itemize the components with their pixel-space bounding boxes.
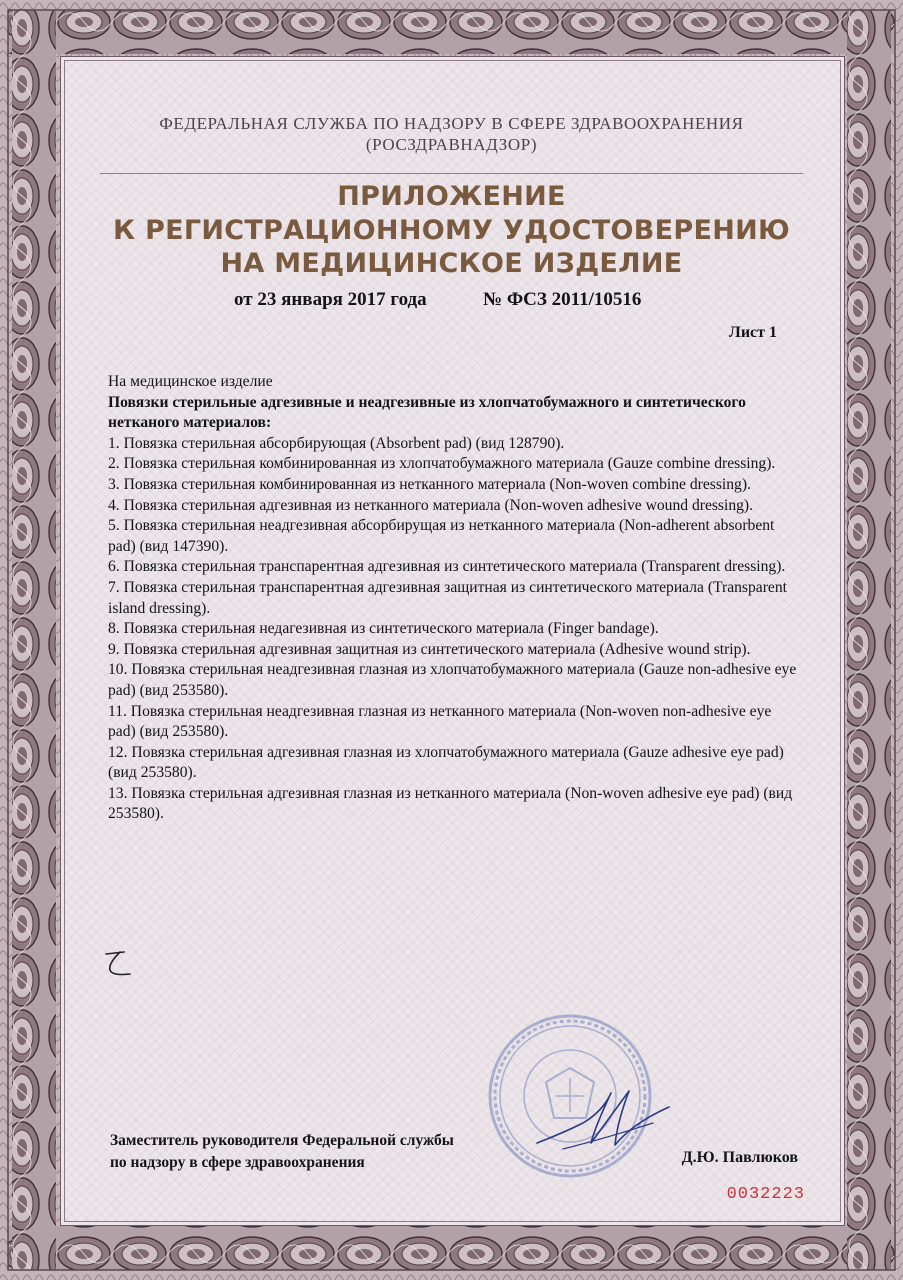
agency-name: ФЕДЕРАЛЬНАЯ СЛУЖБА ПО НАДЗОРУ В СФЕРЕ ЗДРАВООХРАНЕНИЯ xyxy=(159,114,744,133)
list-item: 9. Повязка стерильная адгезивная защитная из синтетического материала (Adhesive wound strip). xyxy=(108,640,751,658)
list-item: 13. Повязка стерильная адгезивная глазная из нетканного материала (Non-woven adhesive eye pad) (вид 253580). xyxy=(108,784,793,823)
list-item: 3. Повязка стерильная комбинированная из нетканного материала (Non-woven combine dressing). xyxy=(108,475,751,493)
agency-abbreviation: (РОСЗДРАВНАДЗОР) xyxy=(365,135,538,154)
product-name: Повязки стерильные адгезивные и неадгезивные из хлопчатобумажного и синтетического нетканого материалов: xyxy=(108,393,746,432)
list-item: 11. Повязка стерильная неадгезивная глазная из нетканного материала (Non-woven non-adhesive eye pad) (вид 253580). xyxy=(108,702,772,741)
list-item: 8. Повязка стерильная недагезивная из синтетического материала (Finger bandage). xyxy=(108,620,659,638)
serial-number: 0032223 xyxy=(726,1185,805,1204)
document-body xyxy=(108,372,798,825)
handwritten-mark xyxy=(100,944,140,984)
issue-date: от 23 января 2017 года xyxy=(234,289,427,310)
header-divider xyxy=(100,173,803,174)
signatory-name: Д.Ю. Павлюков xyxy=(681,1149,798,1166)
document-title-line2: К РЕГИСТРАЦИОННОМУ УДОСТОВЕРЕНИЮ xyxy=(113,215,790,246)
document-title-line3: НА МЕДИЦИНСКОЕ ИЗДЕЛИЕ xyxy=(220,248,683,279)
registration-number: № ФСЗ 2011/10516 xyxy=(483,289,642,310)
list-item: 10. Повязка стерильная неадгезивная глазная из хлопчатобумажного материала (Gauze non-adhesive eye pad) (вид 253580). xyxy=(108,661,797,699)
list-item: 2. Повязка стерильная комбинированная из хлопчатобумажного материала (Gauze combine dressing). xyxy=(108,455,776,473)
list-item: 4. Повязка стерильная адгезивная из нетканного материала (Non-woven adhesive wound dressing). xyxy=(108,496,754,514)
signatory-position xyxy=(110,1130,454,1174)
document-title: ПРИЛОЖЕНИЕ xyxy=(337,181,566,212)
list-item: 12. Повязка стерильная адгезивная глазная из хлопчатобумажного материала (Gauze adhesive eye pad) (вид 253580). xyxy=(108,743,784,782)
signature xyxy=(533,1083,673,1163)
list-item: 7. Повязка стерильная транспарентная адгезивная защитная из синтетического материала (Transparent island dressing). xyxy=(108,578,787,617)
list-item: 1. Повязка стерильная абсорбирующая (Absorbent pad) (вид 128790). xyxy=(108,434,565,452)
list-item: 5. Повязка стерильная неадгезивная абсорбирущая из нетканного материала (Non-adherent absorbent pad) (вид 147390). xyxy=(108,517,775,555)
sheet-number: Лист 1 xyxy=(728,324,777,341)
signatory-position-line2: по надзору в сфере здравоохранения xyxy=(110,1154,365,1171)
intro-text: На медицинское изделие xyxy=(108,373,273,390)
signatory-position-line1: Заместитель руководителя Федеральной службы xyxy=(110,1132,454,1149)
list-item: 6. Повязка стерильная транспарентная адгезивная из синтетического материала (Transparent dressing). xyxy=(108,558,786,576)
